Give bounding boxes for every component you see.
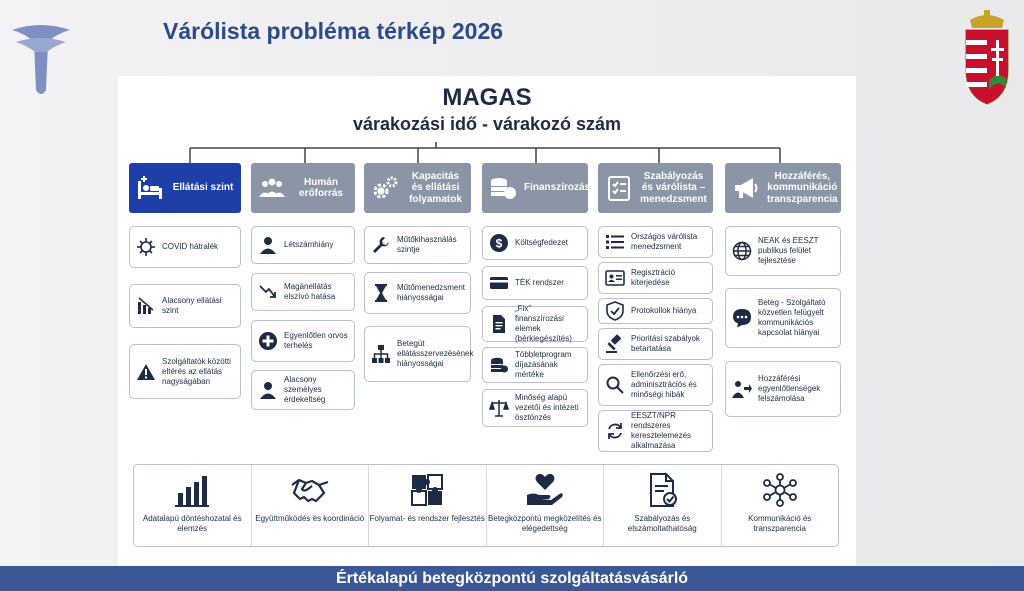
category-label: Humán erőforrás: [299, 176, 343, 199]
problem-label: Alacsony ellátási szint: [162, 296, 222, 315]
problem-item[interactable]: [251, 226, 355, 264]
problem-label: Hozzáférési egyenlőtlenségek felszámolása: [758, 374, 821, 403]
problem-item[interactable]: [482, 266, 588, 300]
solution-label: Adatalapú döntéshozatal és elemzés: [142, 514, 242, 534]
problem-label: EESZT/NPR rendszeres keresztelemezés alkalmazása: [631, 411, 692, 450]
solution-label: Kommunikáció és transzparencia: [748, 514, 812, 534]
problem-item[interactable]: [598, 298, 713, 324]
problem-label: Regisztráció kiterjedése: [631, 268, 676, 287]
coins-icon: [489, 355, 509, 375]
problem-item[interactable]: [598, 364, 713, 406]
hospital-bed-icon: [135, 173, 165, 203]
problem-label: Prioritási szabályok betartatása: [631, 334, 700, 353]
people-icon: [257, 173, 287, 203]
problem-label: Létszámhiány: [284, 240, 334, 249]
warning-icon: [136, 362, 156, 382]
category-label: Finanszírozás: [524, 182, 591, 194]
problem-item[interactable]: [598, 328, 713, 360]
org-chart-icon: [371, 344, 391, 364]
problem-map-panel: [118, 76, 856, 566]
problem-item[interactable]: [725, 226, 841, 276]
problem-item[interactable]: [129, 284, 241, 328]
person-icon: [258, 235, 278, 255]
coat-of-arms-icon: [962, 10, 1012, 106]
category-label: Szabályozás és várólista – menedzsment: [640, 170, 707, 205]
problem-item[interactable]: [482, 306, 588, 342]
card-icon: [489, 273, 509, 293]
category-szabalyozas[interactable]: [598, 163, 713, 213]
checklist-icon: [604, 173, 634, 203]
puzzle-icon: [407, 473, 447, 507]
scale-icon: [489, 398, 509, 418]
problem-item[interactable]: [251, 320, 355, 362]
sync-icon: [605, 421, 625, 441]
problem-label: Alacsony személyes érdekeltség: [284, 375, 326, 404]
declining-bar-chart-icon: [136, 296, 156, 316]
virus-icon: [136, 237, 156, 257]
access-icon: [732, 379, 752, 399]
problem-item[interactable]: [251, 370, 355, 410]
problem-label: „Fix” finanszírozási elemek (bérkiegészítés): [515, 304, 572, 343]
problem-label: Többletprogram díjazásának mértéke: [515, 350, 572, 379]
heart-hand-icon: [525, 473, 565, 507]
gears-icon: [370, 173, 400, 203]
problem-item[interactable]: [251, 273, 355, 311]
problem-item[interactable]: [364, 226, 471, 264]
globe-icon: [732, 241, 752, 261]
problem-label: Költségfedezet: [515, 238, 568, 247]
solution-item[interactable]: [252, 465, 370, 546]
person-icon: [258, 380, 278, 400]
solution-label: Betegközpontú megközelítés és elégedettség: [488, 514, 602, 534]
problem-label: COVID hátralék: [162, 242, 219, 251]
problem-item[interactable]: [598, 410, 713, 452]
solution-item[interactable]: [722, 465, 839, 546]
agency-logo: [10, 20, 72, 100]
gavel-icon: [605, 334, 625, 354]
handshake-icon: [290, 473, 330, 507]
problem-item[interactable]: [725, 288, 841, 348]
solution-item[interactable]: [369, 465, 487, 546]
chat-icon: [732, 308, 752, 328]
category-hozzaferes[interactable]: [725, 163, 841, 213]
category-label: Hozzáférés, kommunikáció transzparencia: [767, 170, 838, 205]
wrench-icon: [371, 235, 391, 255]
slide-title: Várólista probléma térkép 2026: [163, 18, 504, 44]
down-trend-icon: [258, 282, 278, 302]
category-human-eroforras[interactable]: [251, 163, 355, 213]
bar-chart-icon: [172, 473, 212, 507]
coins-icon: [488, 173, 518, 203]
medical-cross-icon: [258, 331, 278, 351]
solution-item[interactable]: [134, 465, 252, 546]
network-icon: [760, 473, 800, 507]
list-icon: [605, 232, 625, 252]
problem-item[interactable]: [598, 226, 713, 258]
problem-label: Minőség alapú vezetői és intézeti ösztönzés: [515, 393, 579, 422]
header-title: MAGAS: [442, 84, 532, 111]
solution-label: Szabályozás és elszámoltathatóság: [627, 514, 697, 534]
problem-item[interactable]: [482, 347, 588, 383]
problem-label: Beteg - Szolgáltató közvetlen felügyelt kommunikációs kapcsolat hiányai: [758, 298, 826, 337]
magnifier-icon: [605, 375, 625, 395]
solution-label: Folyamat- és rendszer fejlesztés: [369, 514, 485, 523]
header-subtitle: várakozási idő - várakozó szám: [352, 114, 622, 134]
category-kapacitas[interactable]: [364, 163, 471, 213]
solution-item[interactable]: [487, 465, 605, 546]
doc-check-icon: [642, 473, 682, 507]
problem-label: Szolgáltatók közötti eltérés az ellátás nagyságában: [162, 356, 231, 386]
problem-label: Protokollok hiánya: [631, 306, 697, 315]
problem-item[interactable]: [129, 226, 241, 268]
category-finanszirozas[interactable]: [482, 163, 591, 213]
problem-label: Műtőkihasználás szintje: [397, 235, 457, 254]
problem-label: Magánellátás elszívó hatása: [284, 282, 336, 301]
problem-item[interactable]: [364, 272, 471, 314]
problem-item[interactable]: [482, 226, 588, 260]
problem-item[interactable]: [129, 344, 241, 399]
problem-label: Országos várólista menedzsment: [631, 232, 698, 251]
problem-item[interactable]: [364, 326, 474, 382]
solutions-row: [133, 464, 839, 547]
solution-item[interactable]: [604, 465, 722, 546]
document-icon: [489, 314, 509, 334]
problem-label: TÉK rendszer: [515, 278, 564, 287]
category-ellatasi-szint[interactable]: [129, 163, 241, 213]
problem-item[interactable]: [598, 262, 713, 294]
footer-bar: Értékalapú betegközpontú szolgáltatásvásárló: [0, 566, 1024, 591]
category-label: Kapacitás és ellátási folyamatok: [409, 170, 462, 205]
id-card-icon: [605, 268, 625, 288]
solution-label: Együttműködés és koordináció: [255, 514, 365, 523]
problem-label: NEAK és EESZT publikus felület fejlesztése: [758, 236, 819, 265]
problem-label: Műtőmenedzsment hiányosságai: [397, 283, 466, 302]
problem-item[interactable]: [725, 361, 841, 417]
problem-label: Betegút ellátásszervezésének hiányosságai: [397, 339, 474, 368]
problem-label: Ellenőrzési erő, adminisztrációs és minőségi hibák: [631, 370, 697, 399]
svg-text:$: $: [495, 236, 503, 251]
problem-item[interactable]: [482, 389, 588, 427]
hourglass-icon: [371, 283, 391, 303]
category-label: Ellátási szint: [172, 182, 234, 194]
shield-check-icon: [605, 301, 625, 321]
problem-label: Egyenlőtlen orvos terhelés: [284, 331, 348, 350]
megaphone-icon: [731, 173, 761, 203]
dollar-icon: [489, 233, 509, 253]
